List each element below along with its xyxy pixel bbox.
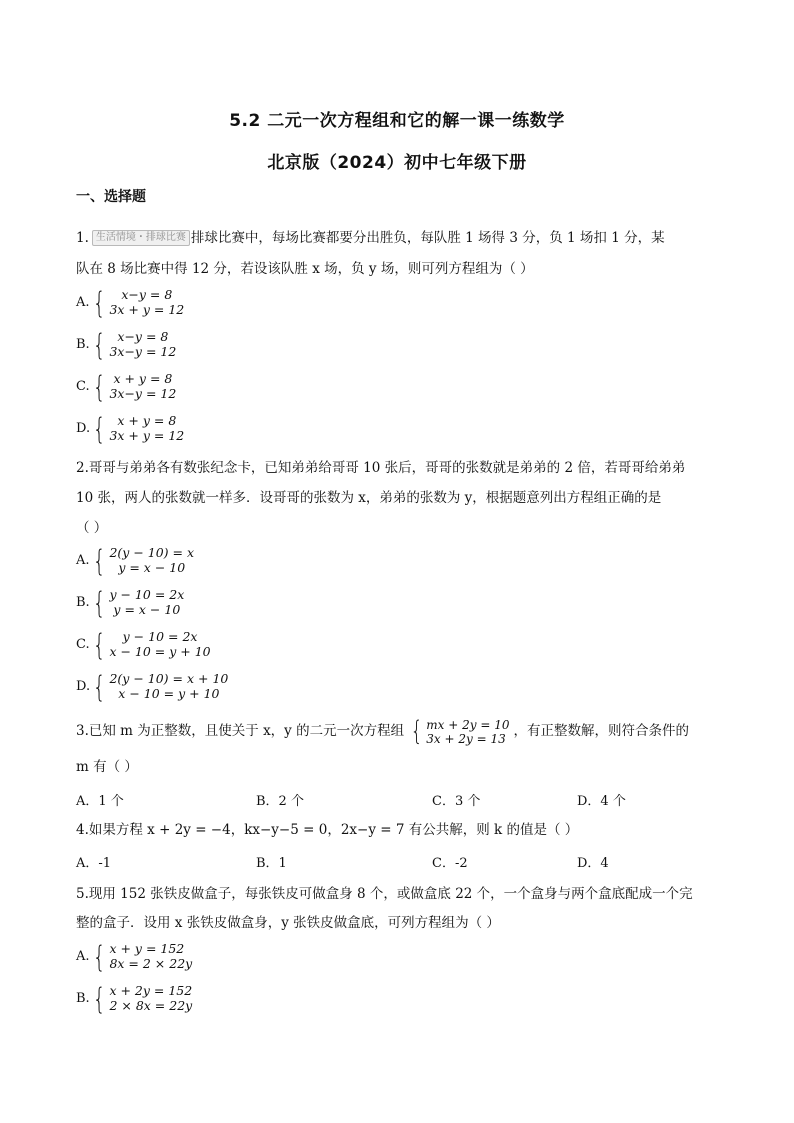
question-5-number: 5. xyxy=(76,886,89,902)
question-4-choice-d: D．4 xyxy=(577,856,609,871)
question-2-option-d: D. { 2(y − 10) = x + 10 x − 10 = y + 10 xyxy=(76,669,229,704)
question-2-option-a: A. { 2(y − 10) = x y = x − 10 xyxy=(76,543,195,578)
question-2-line-3: （ ） xyxy=(76,520,108,536)
question-1-option-d: D. { x + y = 8 3x + y = 12 xyxy=(76,411,185,446)
question-3-choice-b: B．2 个 xyxy=(256,794,304,809)
section-heading: 一、选择题 xyxy=(76,189,146,205)
question-2-option-c: C. { y − 10 = 2x x − 10 = y + 10 xyxy=(76,627,211,662)
equation-system: { x + y = 152 8x = 2 × 22y xyxy=(92,939,193,974)
question-1-option-a: A. { x−y = 8 3x + y = 12 xyxy=(76,285,185,320)
question-4-choice-c: C．-2 xyxy=(432,856,468,871)
question-3-choice-a: A．1 个 xyxy=(76,794,124,809)
question-5-line-2: 整的盒子．设用 x 张铁皮做盒身，y 张铁皮做盒底，可列方程组为（ ） xyxy=(76,915,500,931)
question-4-line-1: 4.如果方程 x + 2y = −4，kx−y−5 = 0，2x−y = 7 有公共解，则 k 的值是（ ） xyxy=(76,822,579,838)
question-4-choice-a: A．-1 xyxy=(76,856,112,871)
question-4-number: 4. xyxy=(76,822,89,838)
document-title: 5.2 二元一次方程组和它的解一课一练数学 xyxy=(229,111,565,131)
question-5-line-1: 5.现用 152 张铁皮做盒子，每张铁皮可做盒身 8 个，或做盒底 22 个，一个盒身与两个盒底配成一个完 xyxy=(76,886,693,902)
equation-system: { x + 2y = 152 2 × 8x = 22y xyxy=(92,981,193,1016)
question-2-number: 2. xyxy=(76,460,89,476)
question-2-line-2: 10 张，两人的张数就一样多．设哥哥的张数为 x，弟弟的张数为 y，根据题意列出方程组正确的是 xyxy=(76,490,662,506)
question-1-option-b: B. { x−y = 8 3x−y = 12 xyxy=(76,327,177,362)
equation-system: { x + y = 8 3x + y = 12 xyxy=(92,411,185,446)
question-2-option-b: B. { y − 10 = 2x y = x − 10 xyxy=(76,585,185,620)
document-subtitle: 北京版（2024）初中七年级下册 xyxy=(267,153,527,173)
question-1-option-c: C. { x + y = 8 3x−y = 12 xyxy=(76,369,177,404)
question-1-context-tag: 生活情境・排球比赛 xyxy=(92,230,190,246)
equation-system: { y − 10 = 2x y = x − 10 xyxy=(92,585,185,620)
question-1-line-1: 1. 生活情境・排球比赛 排球比赛中，每场比赛都要分出胜负，每队胜 1 场得 3 分，负 1 场扣 1 分，某 xyxy=(76,230,665,246)
equation-system: { 2(y − 10) = x + 10 x − 10 = y + 10 xyxy=(92,669,229,704)
question-4-choice-b: B．1 xyxy=(256,856,287,871)
question-1-line-2: 队在 8 场比赛中得 12 分，若设该队胜 x 场，负 y 场，则可列方程组为（ ） xyxy=(76,261,534,277)
question-3-choice-c: C．3 个 xyxy=(432,794,481,809)
equation-system: { y − 10 = 2x x − 10 = y + 10 xyxy=(92,627,211,662)
equation-system: { x−y = 8 3x + y = 12 xyxy=(92,285,185,320)
equation-system: { mx + 2y = 10 3x + 2y = 13 xyxy=(410,715,510,747)
question-2-line-1: 2.哥哥与弟弟各有数张纪念卡，已知弟弟给哥哥 10 张后，哥哥的张数就是弟弟的 2 倍，若哥哥给弟弟 xyxy=(76,460,686,476)
question-1-number: 1. xyxy=(76,230,89,246)
question-5-option-b: B. { x + 2y = 152 2 × 8x = 22y xyxy=(76,981,193,1016)
question-3-line-2: m 有（ ） xyxy=(76,759,138,775)
question-3-number: 3. xyxy=(76,723,89,739)
equation-system: { x−y = 8 3x−y = 12 xyxy=(92,327,177,362)
question-5-option-a: A. { x + y = 152 8x = 2 × 22y xyxy=(76,939,193,974)
question-3-line-1: 3.已知 m 为正整数，且使关于 x，y 的二元一次方程组 { mx + 2y = 10 3x + 2y = 13 ，有正整数解，则符合条件的 xyxy=(76,715,689,747)
equation-system: { 2(y − 10) = x y = x − 10 xyxy=(92,543,195,578)
equation-system: { x + y = 8 3x−y = 12 xyxy=(92,369,177,404)
question-3-choice-d: D．4 个 xyxy=(577,794,626,809)
